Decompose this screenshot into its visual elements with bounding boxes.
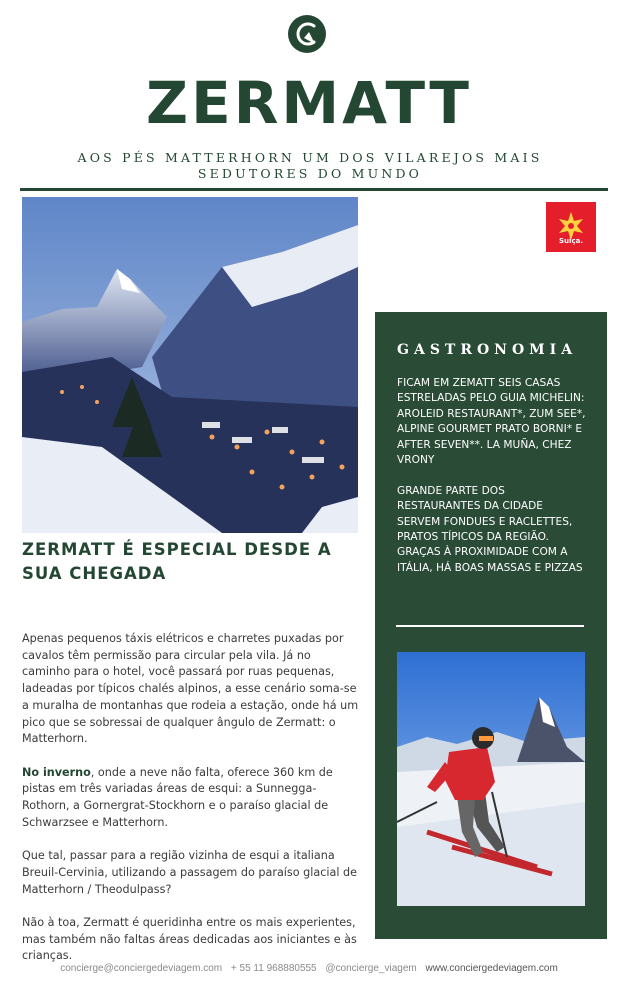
body-bold-lead: No inverno — [22, 765, 91, 779]
section-heading: ZERMATT É ESPECIAL DESDE A SUA CHEGADA — [22, 540, 332, 583]
body-paragraph: Apenas pequenos táxis elétricos e charretes puxadas por cavalos têm permissão para circular pela vila. Já no caminho para o hotel, você passará por ruas pequenas, ladeadas por típicos chalés alpinos, a esse cenário soma-se a muralha de montanhas que rodeia a estação, onde há um pico que se sobressai de qualquer ângulo de Zermatt: o Matterhorn. — [22, 632, 359, 746]
zermatt-village-photo — [22, 197, 358, 533]
swiss-badge-label: Suiça. — [559, 237, 583, 245]
switzerland-badge — [546, 202, 596, 252]
footer-website[interactable]: www.conciergedeviagem.com — [425, 963, 558, 974]
footer-phone[interactable]: + 55 11 968880555 — [230, 963, 317, 974]
concierge-logo-icon — [287, 14, 327, 54]
gastronomia-paragraph: FICAM EM ZEMATT SEIS CASAS ESTRELADAS PELO GUIA MICHELIN: AROLEID RESTAURANT*, ZUM SEE*, ALPINE GOURMET PRATO BORNI* E AFTER SEVEN**. LA MUÑA, CHEZ VRONY — [397, 377, 586, 467]
footer-email[interactable]: concierge@conciergedeviagem.com — [60, 963, 223, 974]
page-title: ZERMATT — [146, 69, 472, 137]
gastronomia-paragraph: GRANDE PARTE DOS RESTAURANTES DA CIDADE SERVEM FONDUES E RACLETTES, PRATOS TÍPICOS DA REGIÃO. GRAÇAS À PROXIMIDADE COM A ITÁLIA, HÁ BOAS MASSAS E PIZZAS — [397, 484, 583, 574]
body-paragraph: Não à toa, Zermatt é queridinha entre os mais experientes, mas também não faltas áreas dedicadas aos iniciantes e às crianças. — [22, 915, 357, 963]
body-paragraph: Que tal, passar para a região vizinha de esqui a italiana Breuil-Cervinia, utilizando a passagem do paraíso glacial de Matterhorn / Theodulpass? — [22, 849, 357, 896]
body-paragraph-rest: , onde a neve não falta, oferece 360 km de pistas em três variadas áreas de esqui: a Sunnegga-Rothorn, a Gornergrat-Stockhorn e o paraíso glacial de Schwarzsee e Matterhorn. — [22, 765, 333, 829]
body-text — [22, 631, 362, 982]
gastronomia-divider — [396, 625, 584, 627]
footer-instagram[interactable]: @concierge_viagem — [325, 963, 417, 974]
skier-photo — [397, 652, 585, 906]
gastronomia-text — [397, 376, 587, 592]
page-subtitle: AOS PÉS MATTERHORN UM DOS VILAREJOS MAIS SEDUTORES DO MUNDO — [77, 150, 543, 181]
gastronomia-title: GASTRONOMIA — [397, 342, 578, 358]
body-paragraph — [22, 765, 362, 832]
footer-contact — [0, 963, 618, 974]
header-divider — [20, 188, 608, 191]
